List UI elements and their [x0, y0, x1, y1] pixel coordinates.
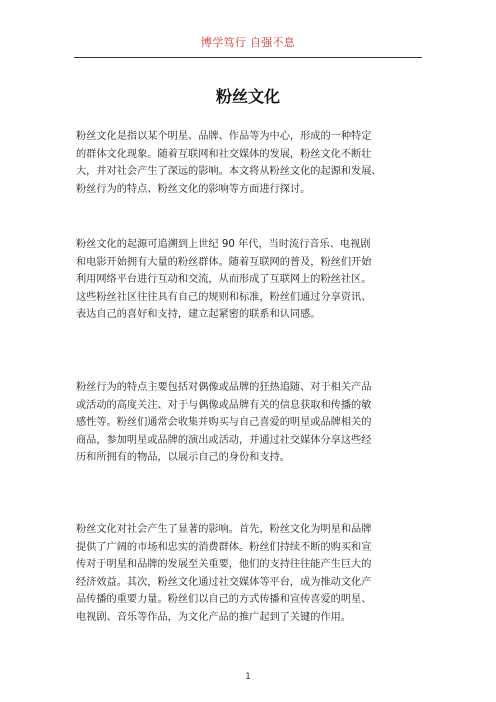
- paragraph-line: 大，并对社会产生了深远的影响。本文将从粉丝文化的起源和发展、: [76, 166, 382, 178]
- paragraph-line: 提供了广阔的市场和忠实的消费群体。粉丝们持续不断的购买和宣: [76, 541, 372, 553]
- paragraph-4: [76, 521, 428, 627]
- paragraph-line: 历和所拥有的物品，以展示自己的身份和支持。: [76, 452, 290, 464]
- paragraph-1: [76, 128, 428, 198]
- paragraph-line: 或活动的高度关注、对于与偶像或品牌有关的信息获取和传播的敏: [76, 399, 372, 411]
- paragraph-line: 粉丝文化对社会产生了显著的影响。首先，粉丝文化为明星和品牌: [76, 524, 372, 535]
- paragraph-line: 传对于明星和品牌的发展至关重要，他们的支持往往能产生巨大的: [76, 559, 372, 571]
- paragraph-line: 粉丝行为的特点、粉丝文化的影响等方面进行探讨。: [76, 183, 311, 195]
- paragraph-line: 品传播的重要力量。粉丝们以自己的方式传播和宣传喜爱的明星、: [76, 594, 372, 606]
- paragraph-line: 这些粉丝社区往往具有自己的规则和标准，粉丝们通过分享资讯、: [76, 291, 372, 303]
- paragraph-3: [76, 379, 428, 467]
- paragraph-line: 和电影开始拥有大量的粉丝群体。随着互联网的普及，粉丝们开始: [76, 256, 372, 268]
- paragraph-line: 的群体文化现象。随着互联网和社交媒体的发展，粉丝文化不断壮: [76, 148, 372, 160]
- header-divider: [74, 57, 422, 58]
- page-header-motto: 博学笃行 自强不息: [200, 36, 296, 49]
- paragraph-line: 电视剧、音乐等作品，为文化产品的推广起到了关键的作用。: [76, 611, 352, 623]
- paragraph-line: 粉丝行为的特点主要包括对偶像或品牌的狂热追随、对于相关产品: [76, 382, 372, 393]
- paragraph-line: 商品，参加明星或品牌的演出或活动，并通过社交媒体分享这些经: [76, 434, 372, 446]
- page-number: 1: [245, 672, 251, 682]
- paragraph-line: 表达自己的喜好和支持，建立起紧密的联系和认同感。: [76, 309, 321, 321]
- paragraph-line: 感性等。粉丝们通常会收集并购买与自己喜爱的明星或品牌相关的: [76, 417, 372, 429]
- document-title: 粉丝文化: [215, 87, 280, 106]
- paragraph-2: [76, 236, 428, 324]
- paragraph-line: 粉丝文化的起源可追溯到上世纪 90 年代，当时流行音乐、电视剧: [76, 239, 371, 250]
- paragraph-line: 利用网络平台进行互动和交流，从而形成了互联网上的粉丝社区。: [76, 274, 372, 286]
- paragraph-line: 经济效益。其次，粉丝文化通过社交媒体等平台，成为推动文化产: [76, 576, 372, 588]
- paragraph-line: 粉丝文化是指以某个明星、品牌、作品等为中心，形成的一种特定: [76, 131, 372, 142]
